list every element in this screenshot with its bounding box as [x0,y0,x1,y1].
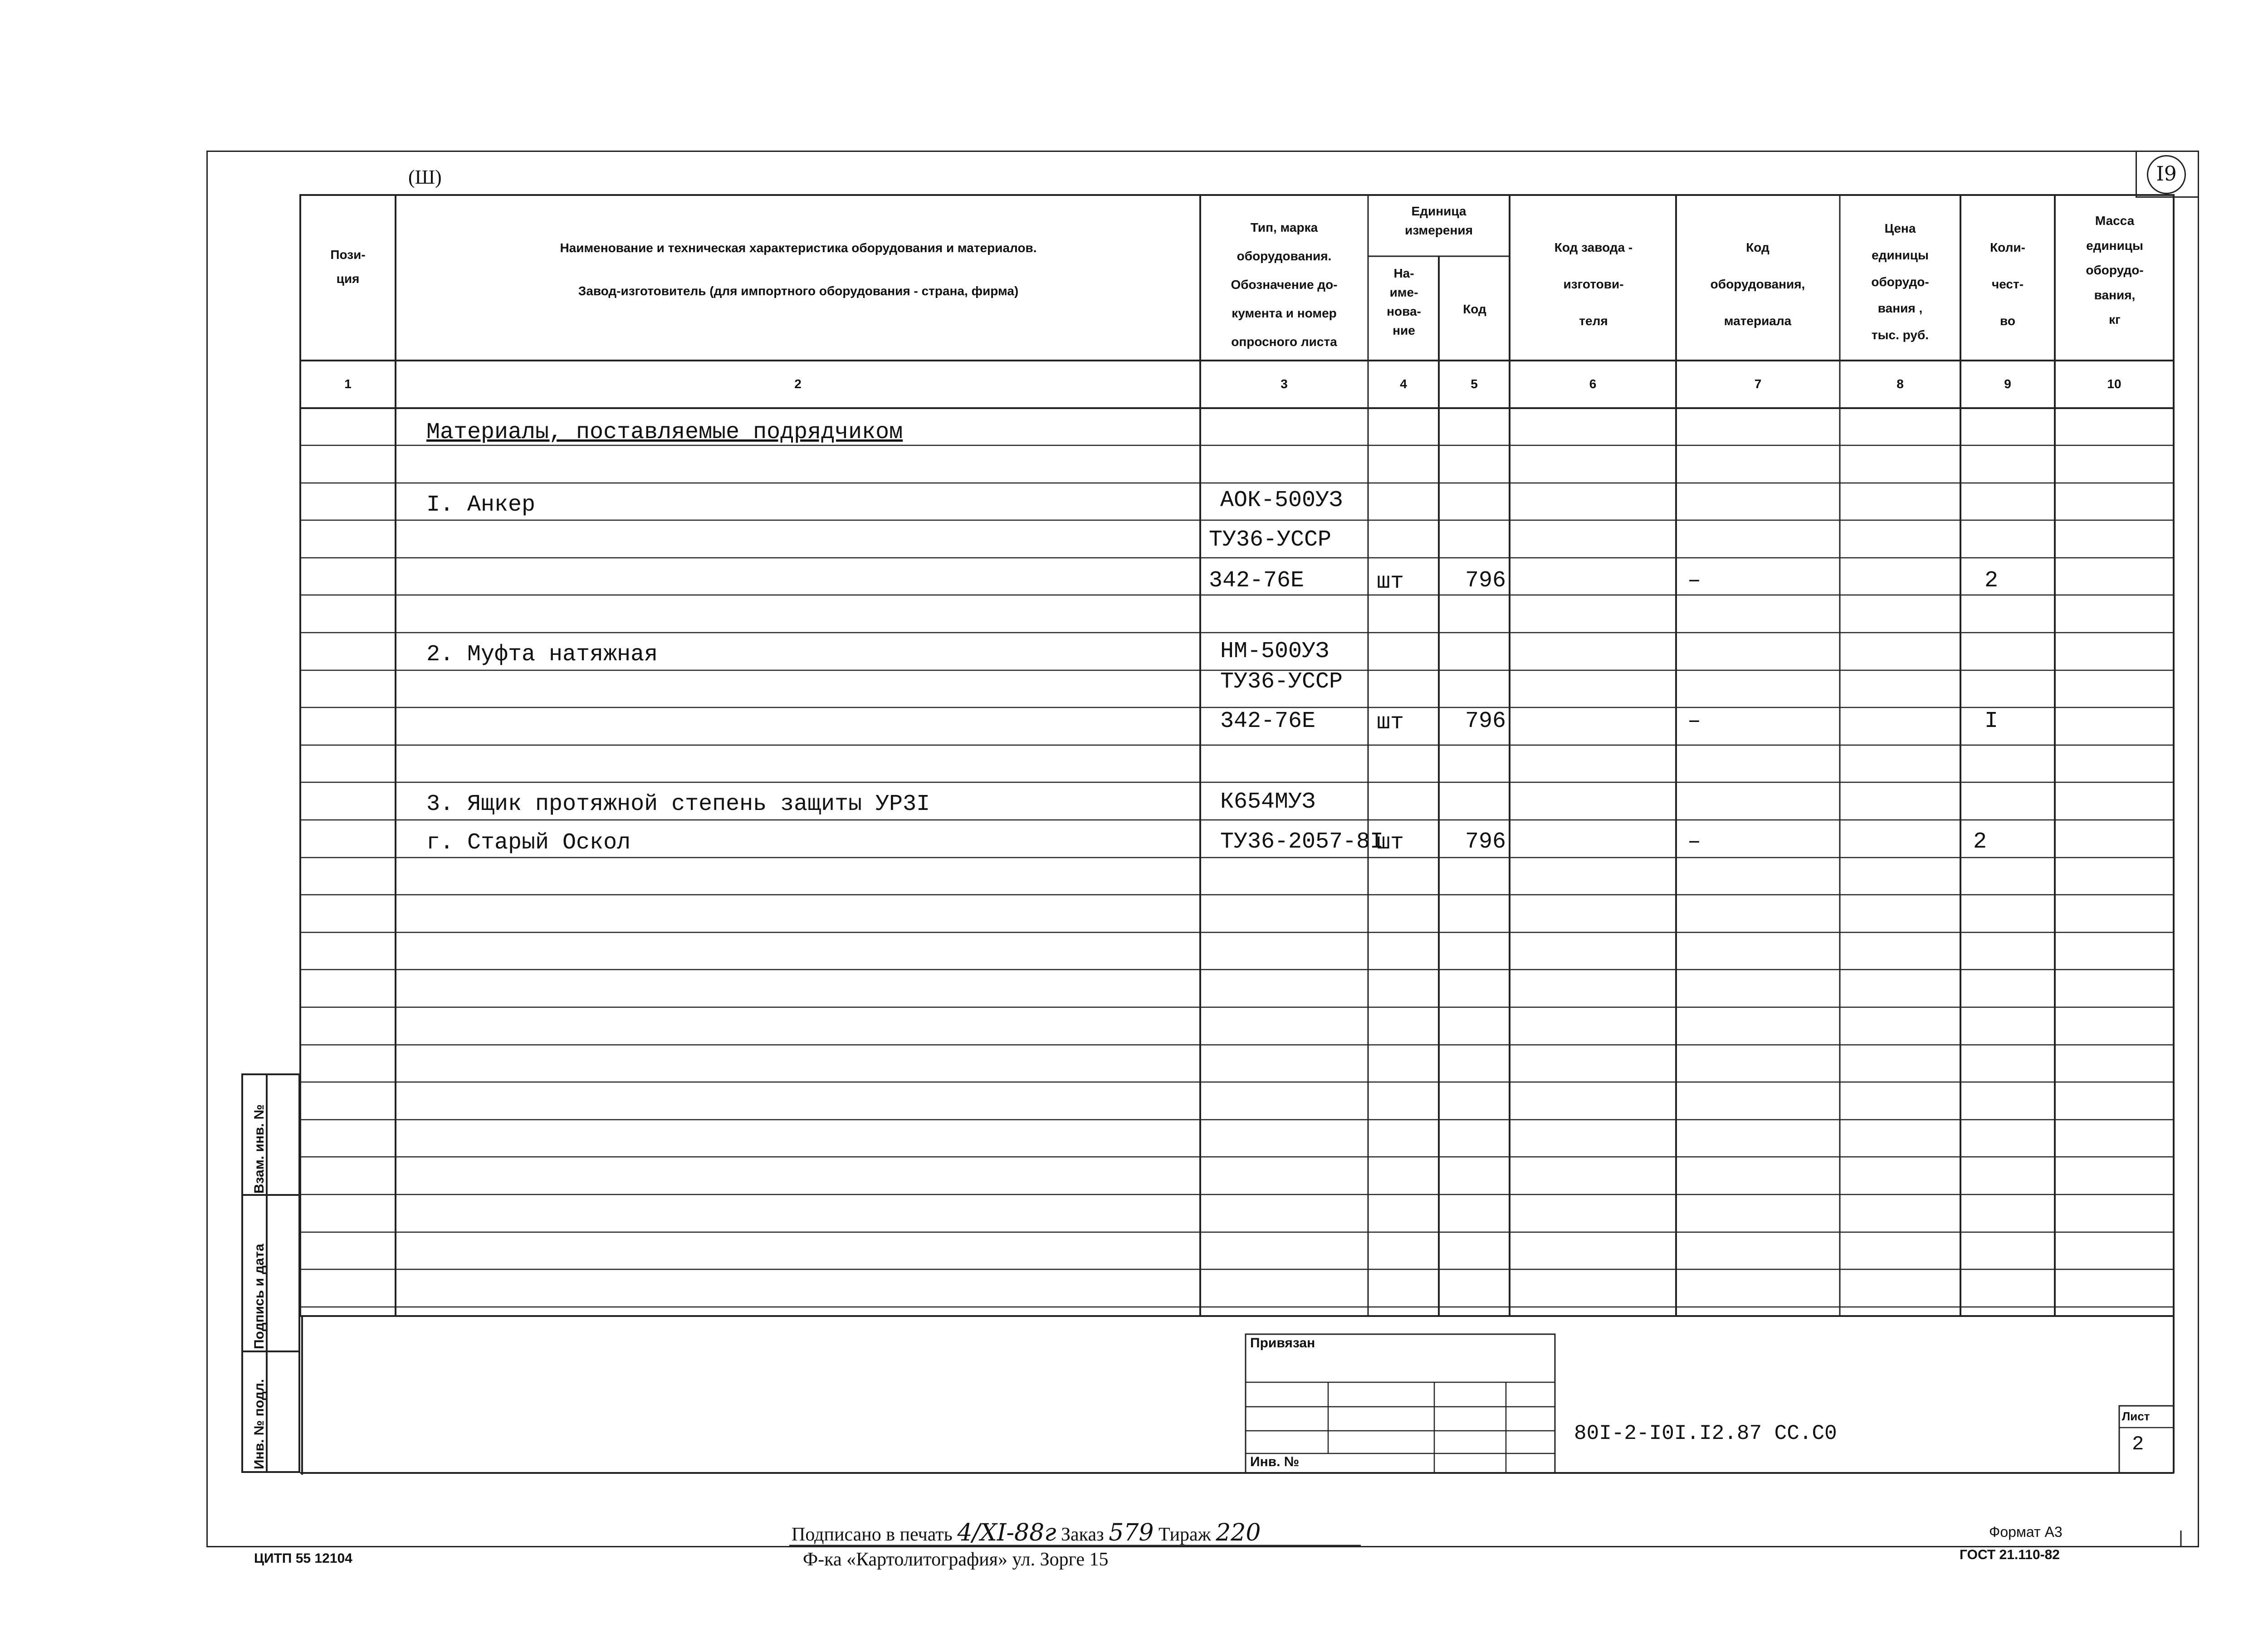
document-code: 80I-2-I0I.I2.87 СС.С0 [1574,1422,1837,1445]
side-label-original-inv: Инв. № подл. [252,1379,267,1469]
header-col6: Код завода - изготови- теля [1554,240,1633,328]
stamp-bound: Привязан [1250,1336,1315,1350]
colnum-7: 7 [1754,377,1762,391]
header-col10: Масса единицы оборудо- вания, кг [2086,214,2144,327]
item-name: г. Старый Оскол [426,830,631,856]
header-col2-line2: Завод-изготовитель (для импортного оборудования - страна, фирма) [578,284,1019,298]
stamp-inv: Инв. № [1250,1454,1300,1469]
footer-run-value: 220 [1216,1519,1261,1546]
colnum-5: 5 [1471,377,1478,391]
colnum-2: 2 [794,377,802,391]
item-unit-code: 796 [1465,829,1506,855]
item-quantity: 2 [1984,568,1999,594]
footer-signed-date: 4/XI-88г [957,1519,1056,1546]
side-label-signature-date: Подпись и дата [252,1243,267,1349]
item-unit-code: 796 [1465,708,1506,734]
item-type: К654МУЗ [1220,789,1316,815]
footer-run-label: Тираж [1158,1524,1211,1545]
item-type: ТУ36-2057-8I [1220,829,1384,855]
colnum-9: 9 [2004,377,2011,391]
colnum-10: 10 [2107,377,2121,391]
footer-gost: ГОСТ 21.110-82 [1960,1547,2060,1562]
item-type: НМ-500УЗ [1220,639,1330,664]
header-col3: Тип, марка оборудования. Обозначение до- кумента и номер опросного листа [1231,220,1338,349]
section-mark: (Ш) [408,166,442,188]
item-quantity: 2 [1973,829,1987,855]
header-col5: Код [1463,302,1486,316]
header-col4: На- име- нова- ние [1387,266,1421,337]
item-quantity: I [1984,708,1999,734]
footer-signed-label: Подписано в печать [792,1524,953,1545]
item-unit: шт [1377,830,1404,856]
footer-order-value: 579 [1109,1519,1154,1546]
colnum-4: 4 [1400,377,1407,391]
side-label-replaced-inv: Взам. инв. № [252,1104,267,1194]
header-col1: Пози- ция [330,248,366,286]
header-col9: Коли- чест- во [1990,240,2025,328]
section-title: Материалы, поставляемые подрядчиком [426,419,903,445]
item-equipment-code: – [1687,708,1701,734]
colnum-3: 3 [1281,377,1288,391]
item-type: 342-76Е [1220,708,1316,734]
sheet-number: 2 [2132,1433,2144,1456]
colnum-6: 6 [1589,377,1597,391]
colnum-8: 8 [1897,377,1904,391]
footer-factory: Ф-ка «Картолитография» ул. Зорге 15 [803,1549,1109,1570]
item-name: 2. Муфта натяжная [426,642,658,668]
header-col8: Цена единицы оборудо- вания , тыс. руб. [1871,221,1929,342]
item-unit: шт [1377,569,1404,595]
footer-order-label: Заказ [1061,1524,1104,1545]
item-equipment-code: – [1687,829,1701,855]
footer-format: Формат А3 [1989,1524,2063,1540]
item-type: АОК-500УЗ [1220,488,1343,513]
page-number: I9 [2147,155,2186,194]
item-type: ТУ36-УССР [1220,669,1343,695]
header-unit-group: Единица измерения [1405,204,1473,237]
item-type: 342-76Е [1209,568,1305,594]
footer-left-code: ЦИТП 55 12104 [254,1551,352,1566]
item-type: ТУ36-УССР [1209,527,1332,553]
sheet-label: Лист [2122,1409,2150,1423]
item-unit-code: 796 [1465,568,1506,594]
header-col7: Код оборудования, материала [1710,240,1805,328]
colnum-1: 1 [344,377,352,391]
item-unit: шт [1377,710,1404,736]
header-col2-line1: Наименование и техническая характеристика оборудования и материалов. [560,241,1037,255]
item-equipment-code: – [1687,568,1701,594]
item-name: I. Анкер [426,492,536,518]
item-name: 3. Ящик протяжной степень защиты УР3I [426,791,930,817]
